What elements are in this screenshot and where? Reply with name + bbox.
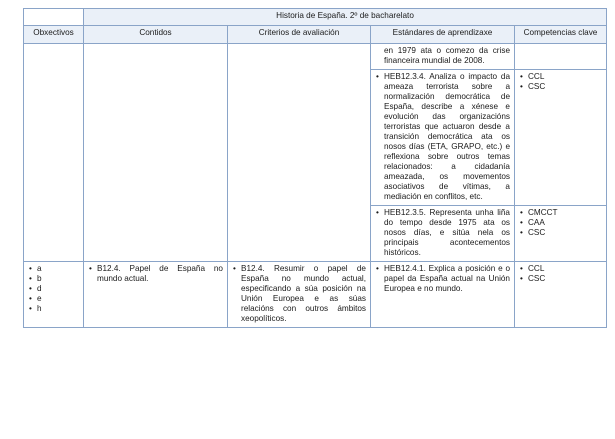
standard-continuation-text: en 1979 ata o comezo da crise financeira mundial de 2008. bbox=[384, 46, 510, 65]
criteria-cell bbox=[228, 44, 371, 262]
objective-item: • a bbox=[28, 264, 79, 274]
title-blank-cell bbox=[24, 9, 84, 26]
competence-item: • CAA bbox=[519, 218, 602, 228]
competence-item: • CSC bbox=[519, 82, 602, 92]
competence-item: • CSC bbox=[519, 274, 602, 284]
contents-cell bbox=[84, 262, 228, 328]
curriculum-table bbox=[23, 8, 607, 328]
objective-item: • e bbox=[28, 294, 79, 304]
standards-cell bbox=[371, 44, 515, 70]
objectives-cell bbox=[24, 44, 84, 262]
table-title-row bbox=[24, 9, 607, 26]
competence-item: • CSC bbox=[519, 228, 602, 238]
criteria-cell bbox=[228, 262, 371, 328]
competences-cell bbox=[515, 44, 607, 70]
criterion-item: • B12.4. Resumir o papel de España no mundo actual, especificando a súa posición na Unión Europea e as súas relacións con outros ámbitos xeopolíticos. bbox=[232, 264, 366, 324]
contents-cell bbox=[84, 44, 228, 262]
column-header-criteria: Criterios de avaliación bbox=[228, 26, 371, 44]
table-title: Historia de España. 2º de bacharelato bbox=[84, 9, 607, 26]
table-header-row bbox=[24, 26, 607, 44]
standards-cell bbox=[371, 70, 515, 206]
column-header-objectives: Obxectivos bbox=[24, 26, 84, 44]
column-header-standards: Estándares de aprendizaxe bbox=[371, 26, 515, 44]
competences-cell bbox=[515, 262, 607, 328]
competence-item: • CCL bbox=[519, 72, 602, 82]
content-item: • B12.4. Papel de España no mundo actual. bbox=[88, 264, 223, 284]
standard-item: • HEB12.3.5. Representa unha liña do tempo desde 1975 ata os nosos días, e sitúa nela os principais acontecementos históricos. bbox=[375, 208, 510, 258]
competence-item: • CCL bbox=[519, 264, 602, 274]
competences-cell bbox=[515, 206, 607, 262]
objective-item: • b bbox=[28, 274, 79, 284]
standards-cell bbox=[371, 206, 515, 262]
objective-item: • h bbox=[28, 304, 79, 314]
standard-item: • HEB12.4.1. Explica a posición e o papel da España actual na Unión Europea e no mundo. bbox=[375, 264, 510, 294]
table-row bbox=[24, 44, 607, 70]
competence-item: • CMCCT bbox=[519, 208, 602, 218]
standards-cell bbox=[371, 262, 515, 328]
objective-item: • d bbox=[28, 284, 79, 294]
objectives-cell bbox=[24, 262, 84, 328]
column-header-contents: Contidos bbox=[84, 26, 228, 44]
table-row bbox=[24, 262, 607, 328]
competences-cell bbox=[515, 70, 607, 206]
column-header-competences: Competencias clave bbox=[515, 26, 607, 44]
standard-item: • HEB12.3.4. Analiza o impacto da ameaza terrorista sobre a normalización democrática de España, describe a xénese e evolución das organizacións terroristas que actuaron desde a transición democrática ata os nosos días (ETA, GRAPO, etc.) e reflexiona sobre outros temas relacionados: a cidadanía ameazada, os movementos asociativos de vítimas, a mediación en conflitos, etc. bbox=[375, 72, 510, 202]
